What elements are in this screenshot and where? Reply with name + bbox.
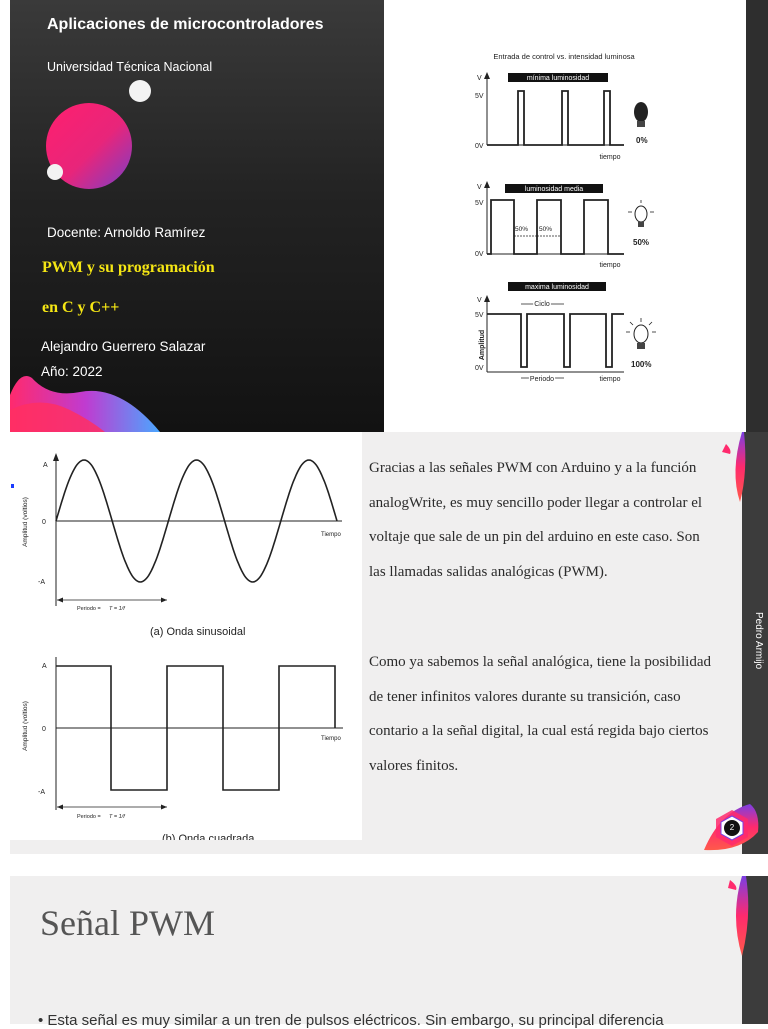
bulb-half-icon — [628, 200, 654, 227]
duty-cycle-a: 50% — [515, 226, 529, 233]
panel3-percentage: 100% — [631, 360, 652, 369]
period-text: Periodo = — [77, 606, 101, 612]
paragraph-2: Como ya sabemos la señal analógica, tiene la posibilidad de tener infinitos valores durante su transición, caso contario a la señal digital, la cual está regida bajo ciertos valores finitos. — [369, 654, 711, 774]
panel-maximum-brightness — [475, 282, 656, 383]
svg-text:Amplitud (voltios): Amplitud (voltios) — [22, 701, 29, 751]
bullet-text: • Esta señal es muy similar a un tren de pulsos eléctricos. Sin embargo, su principal diferencia — [38, 1012, 664, 1029]
panel3-label: maxima luminosidad — [525, 284, 589, 291]
bulb-on-icon — [626, 318, 656, 349]
pwm-brightness-diagram — [384, 0, 746, 432]
svg-text:A: A — [42, 663, 47, 670]
panel-medium-brightness — [475, 181, 654, 269]
svg-text:Tiempo: Tiempo — [321, 736, 341, 742]
panel2-label: luminosidad media — [524, 186, 584, 193]
white-circle — [129, 80, 151, 102]
panel-minimum-brightness — [475, 72, 648, 161]
svg-text:5V: 5V — [475, 312, 484, 319]
waveform-svg — [10, 432, 362, 840]
slide1-side-strip — [746, 0, 768, 432]
time-label: tiempo — [599, 154, 621, 161]
blue-marker — [11, 484, 14, 488]
svg-text:T = 1/f: T = 1/f — [109, 814, 125, 820]
amplitude-label: Amplitud — [479, 329, 486, 361]
course-title: Aplicaciones de microcontroladores — [47, 16, 324, 33]
diagram-title: Entrada de control vs. intensidad luminosa — [493, 52, 635, 61]
side-author-name: Pedro Armijo — [753, 612, 764, 670]
author-name: Alejandro Guerrero Salazar — [41, 339, 206, 354]
sine-wave-panel — [22, 453, 342, 638]
svg-text:0V: 0V — [475, 365, 484, 372]
a-label: A — [43, 462, 48, 469]
neg-a-label: -A — [38, 579, 45, 586]
teacher-name: Docente: Arnoldo Ramírez — [47, 225, 206, 240]
svg-text:5V: 5V — [475, 200, 484, 207]
page-number: 2 — [729, 823, 735, 832]
square-wave-panel — [22, 657, 343, 840]
zero-volt-label: 0V — [475, 143, 484, 150]
svg-text:V: V — [477, 184, 482, 191]
slide3-decoration — [680, 876, 768, 1024]
svg-text:tiempo: tiempo — [599, 262, 621, 269]
page-number-badge — [712, 808, 752, 848]
svg-text:V: V — [477, 297, 482, 304]
cycle-label: Ciclo — [534, 301, 550, 308]
duty-cycle-b: 50% — [539, 226, 553, 233]
waveform-figure — [10, 432, 362, 840]
bulb-off-icon — [634, 102, 648, 127]
pwm-slide — [10, 876, 742, 1024]
five-volt-label: 5V — [475, 93, 484, 100]
paragraph-1: Gracias a las señales PWM con Arduino y a la función analogWrite, es muy sencillo poder llegar a controlar el voltaje que sale de un pin del arduino en este caso. Son las llamadas salidas analógicas (PWM). — [369, 460, 703, 580]
topic-line-1: PWM y su programación — [42, 259, 215, 276]
small-white-circle — [47, 164, 63, 180]
university-name: Universidad Técnica Nacional — [47, 60, 213, 74]
slide-title: Señal PWM — [40, 903, 215, 943]
topic-line-2: en C y C++ — [42, 299, 120, 316]
pwm-diagram-svg — [384, 0, 746, 432]
title-slide — [10, 0, 384, 432]
year-label: Año: 2022 — [41, 364, 103, 379]
panel1-label: mínima luminosidad — [526, 75, 590, 82]
square-caption: (b) Onda cuadrada — [162, 833, 255, 840]
v-axis-label: V — [477, 75, 482, 82]
time-axis-label: Tiempo — [321, 532, 341, 538]
y-axis-label: Amplitud (voltios) — [22, 497, 29, 547]
sine-caption: (a) Onda sinusoidal — [150, 626, 246, 638]
zero-label: 0 — [42, 519, 46, 526]
svg-text:-A: -A — [38, 789, 45, 796]
svg-text:tiempo: tiempo — [599, 376, 621, 383]
panel2-percentage: 50% — [633, 238, 650, 247]
period-formula: T = 1/f — [109, 606, 125, 612]
period-label: Periodo — [529, 376, 555, 383]
svg-text:0: 0 — [42, 726, 46, 733]
svg-text:Periodo =: Periodo = — [77, 814, 101, 820]
panel1-percentage: 0% — [636, 136, 648, 145]
svg-text:0V: 0V — [475, 251, 484, 258]
